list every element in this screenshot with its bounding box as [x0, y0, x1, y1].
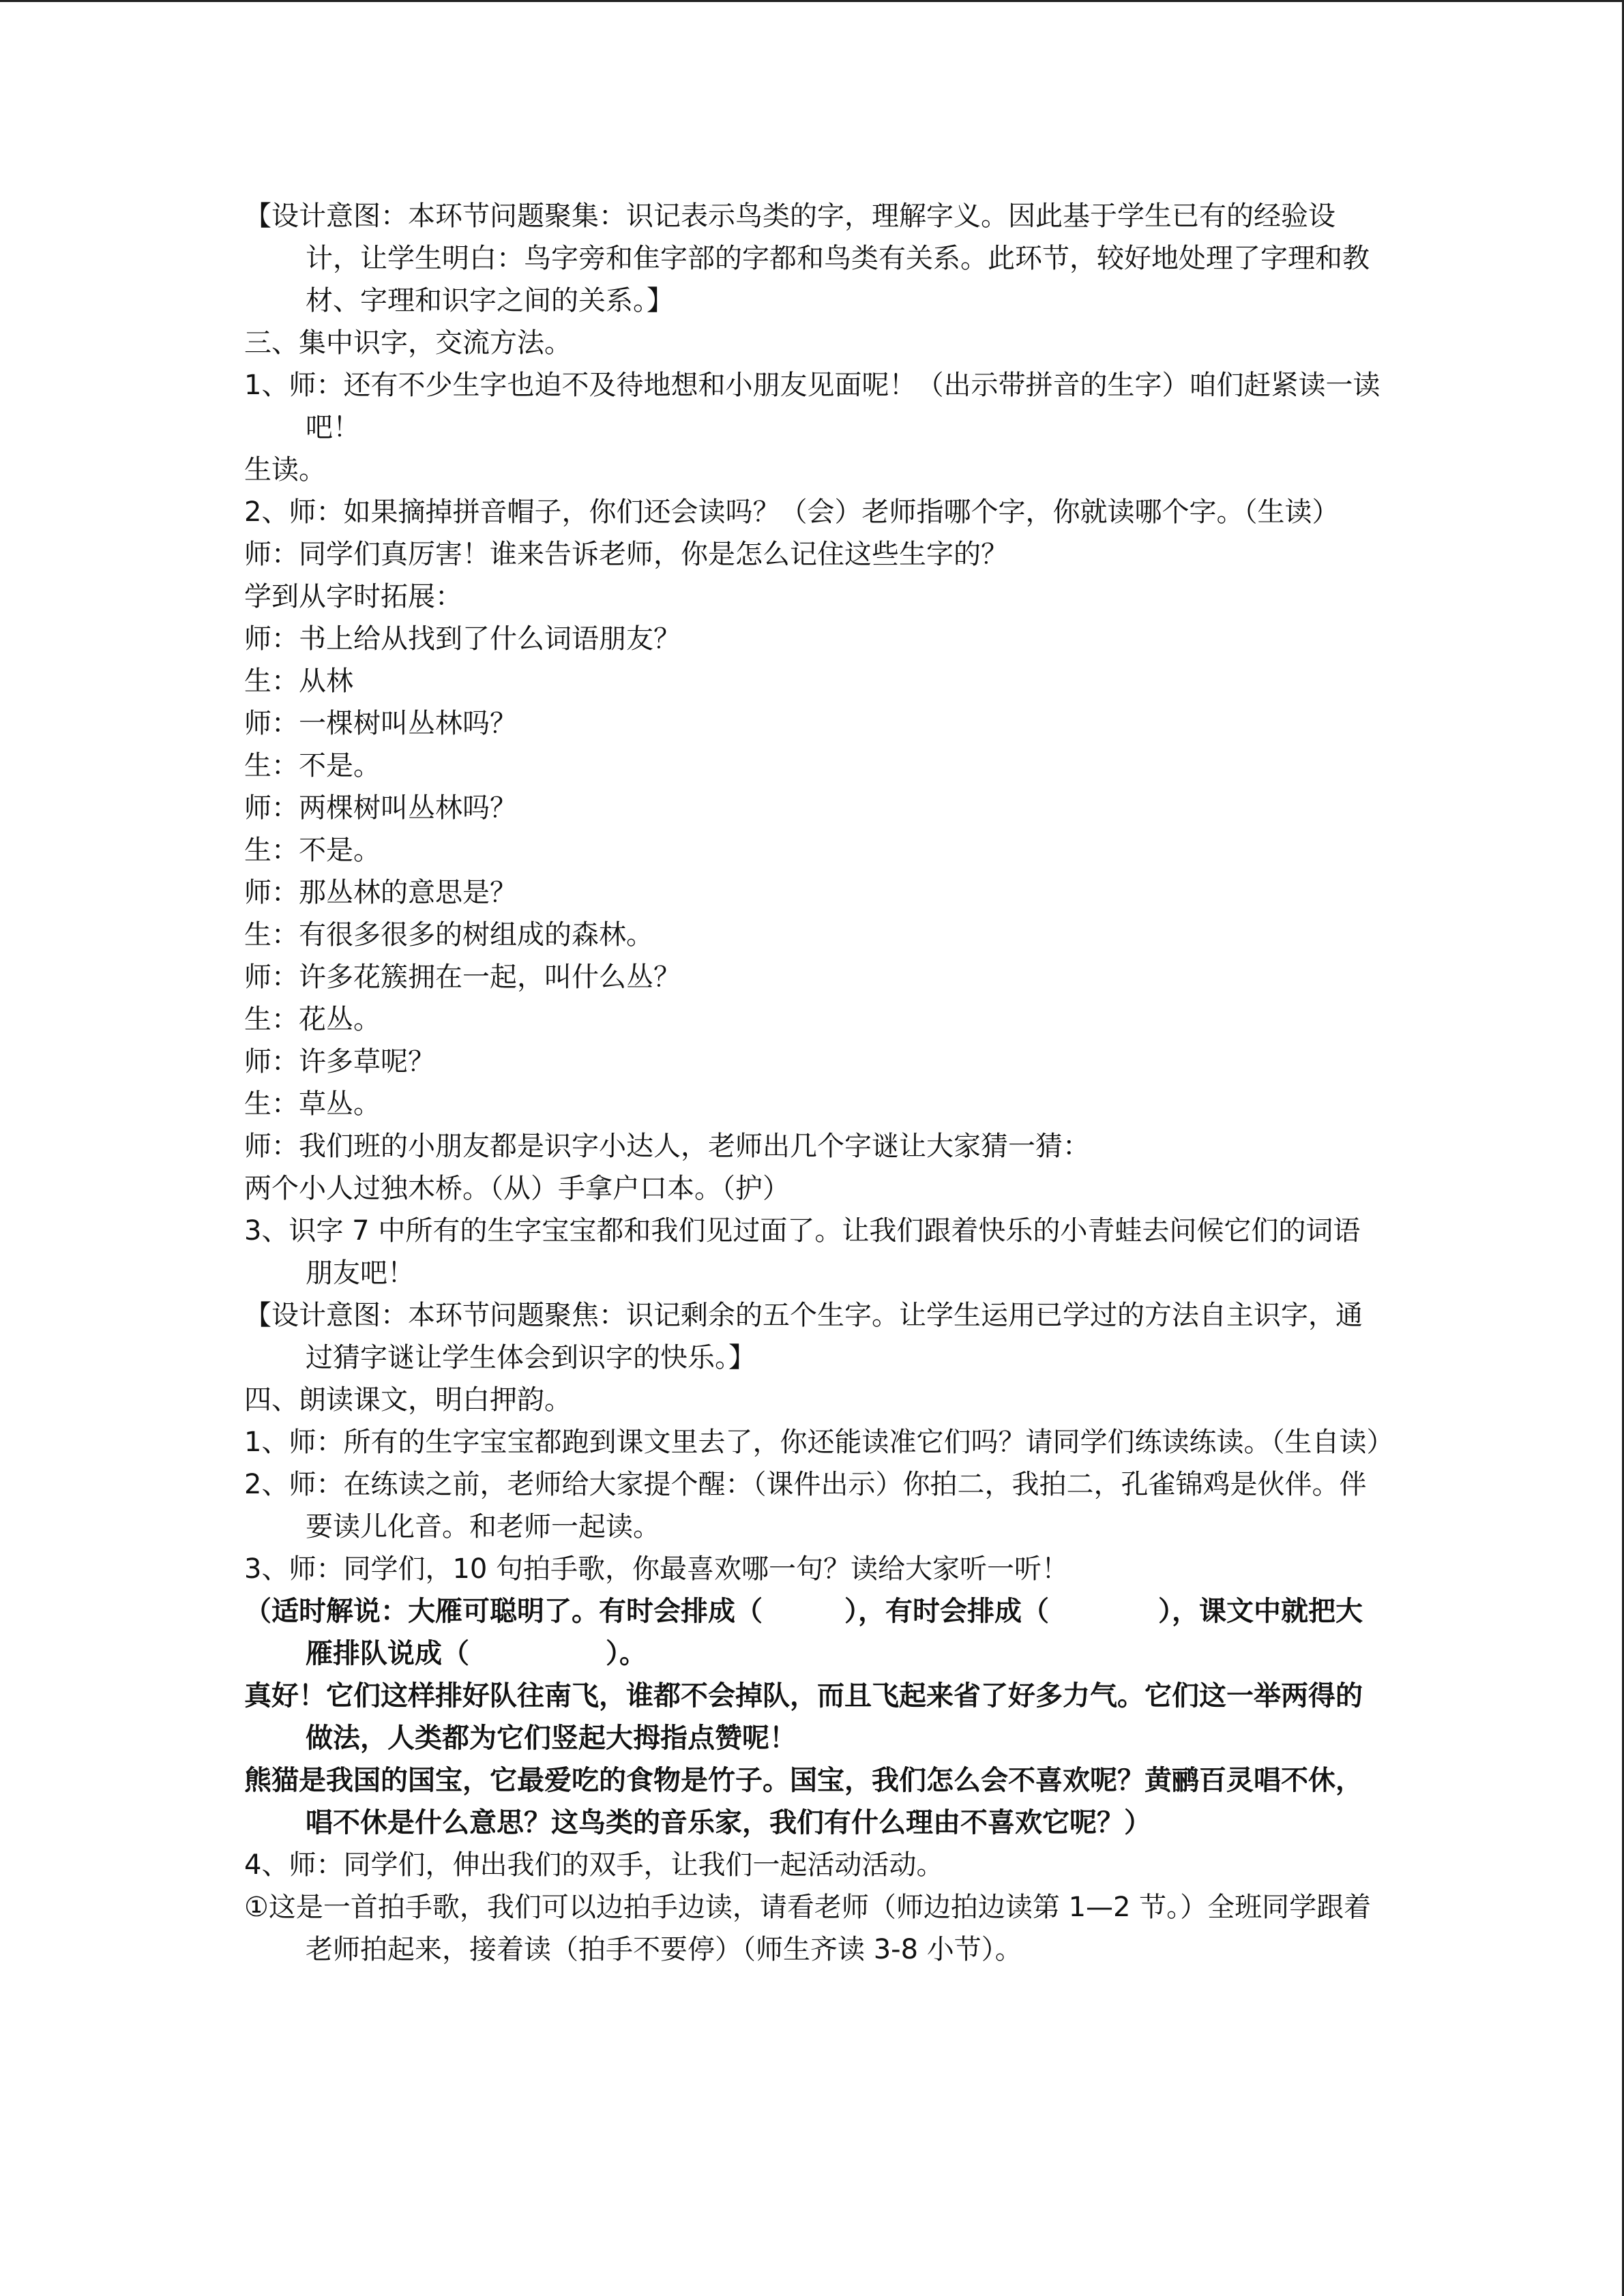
paragraph: 学到从字时拓展：: [244, 581, 462, 612]
paragraph: 三、集中识字，交流方法。: [244, 327, 572, 359]
paragraph: 师：我们班的小朋友都是识字小达人，老师出几个字谜让大家猜一猜：: [244, 1131, 1090, 1162]
paragraph: 2、师：如果摘掉拼音帽子，你们还会读吗？（会）老师指哪个字，你就读哪个字。（生读）: [244, 496, 1340, 528]
paragraph: 师：一棵树叫丛林吗？: [244, 708, 517, 739]
paragraph: 熊猫是我国的国宝，它最爱吃的食物是竹子。国宝，我们怎么会不喜欢呢？黄鹂百灵唱不休，唱不休是什么意思？这鸟类的音乐家，我们有什么理由不喜欢它呢？）: [244, 1765, 1363, 1838]
paragraph: 生：有很多很多的树组成的森林。: [244, 919, 653, 951]
paragraph: 【设计意图：本环节问题聚集：识记表示鸟类的字，理解字义。因此基于学生已有的经验设计，让学生明白：鸟字旁和隹字部的字都和鸟类有关系。此环节，较好地处理了字理和教材、字理和识字之间的关系。】: [244, 200, 1370, 316]
document-body: [244, 195, 1394, 1971]
paragraph: 生读。: [244, 454, 326, 486]
page-top-border: [0, 0, 1624, 2]
paragraph: 师：同学们真厉害！谁来告诉老师，你是怎么记住这些生字的？: [244, 539, 1008, 570]
paragraph: 生：不是。: [244, 835, 381, 866]
paragraph: 4、师：同学们，伸出我们的双手，让我们一起活动活动。: [244, 1849, 944, 1881]
paragraph: 师：许多草呢？: [244, 1046, 435, 1077]
paragraph: 2、师：在练读之前，老师给大家提个醒：（课件出示）你拍二，我拍二，孔雀锦鸡是伙伴。伴要读儿化音。和老师一起读。: [244, 1469, 1367, 1542]
paragraph: 生：草丛。: [244, 1088, 381, 1120]
paragraph: 生：不是。: [244, 750, 381, 781]
paragraph: 真好！它们这样排好队往南飞，谁都不会掉队，而且飞起来省了好多力气。它们这一举两得的做法，人类都为它们竖起大拇指点赞呢！: [244, 1680, 1363, 1754]
paragraph: 生：花丛。: [244, 1004, 381, 1035]
paragraph: 师：许多花簇拥在一起，叫什么丛？: [244, 961, 681, 993]
paragraph: 师：两棵树叫丛林吗？: [244, 792, 517, 824]
paragraph: 生：从林: [244, 666, 353, 697]
paragraph: 两个小人过独木桥。（从）手拿户口本。（护）: [244, 1173, 790, 1204]
paragraph: 1、师：还有不少生字也迫不及待地想和小朋友见面呢！（出示带拼音的生字）咱们赶紧读一读吧！: [244, 370, 1381, 443]
paragraph: 1、师：所有的生字宝宝都跑到课文里去了，你还能读准它们吗？请同学们练读练读。（生自读）: [244, 1427, 1394, 1458]
paragraph: （适时解说：大雁可聪明了。有时会排成（ ），有时会排成（ ），课文中就把大雁排队说成（ ）。: [244, 1596, 1363, 1669]
paragraph: 师：那丛林的意思是？: [244, 877, 517, 908]
paragraph: 3、识字 7 中所有的生字宝宝都和我们见过面了。让我们跟着快乐的小青蛙去问候它们的词语朋友吧！: [244, 1215, 1361, 1289]
paragraph: 3、师：同学们，10 句拍手歌，你最喜欢哪一句？读给大家听一听！: [244, 1553, 1069, 1585]
paragraph: 四、朗读课文，明白押韵。: [244, 1384, 572, 1416]
paragraph: 师：书上给从找到了什么词语朋友？: [244, 623, 681, 655]
paragraph: 【设计意图：本环节问题聚焦：识记剩余的五个生字。让学生运用已学过的方法自主识字，通过猜字谜让学生体会到识字的快乐。】: [244, 1300, 1363, 1373]
paragraph: ①这是一首拍手歌，我们可以边拍手边读，请看老师（师边拍边读第 1—2 节。）全班同学跟着老师拍起来，接着读（拍手不要停）（师生齐读 3-8 小节）。: [244, 1892, 1372, 1965]
